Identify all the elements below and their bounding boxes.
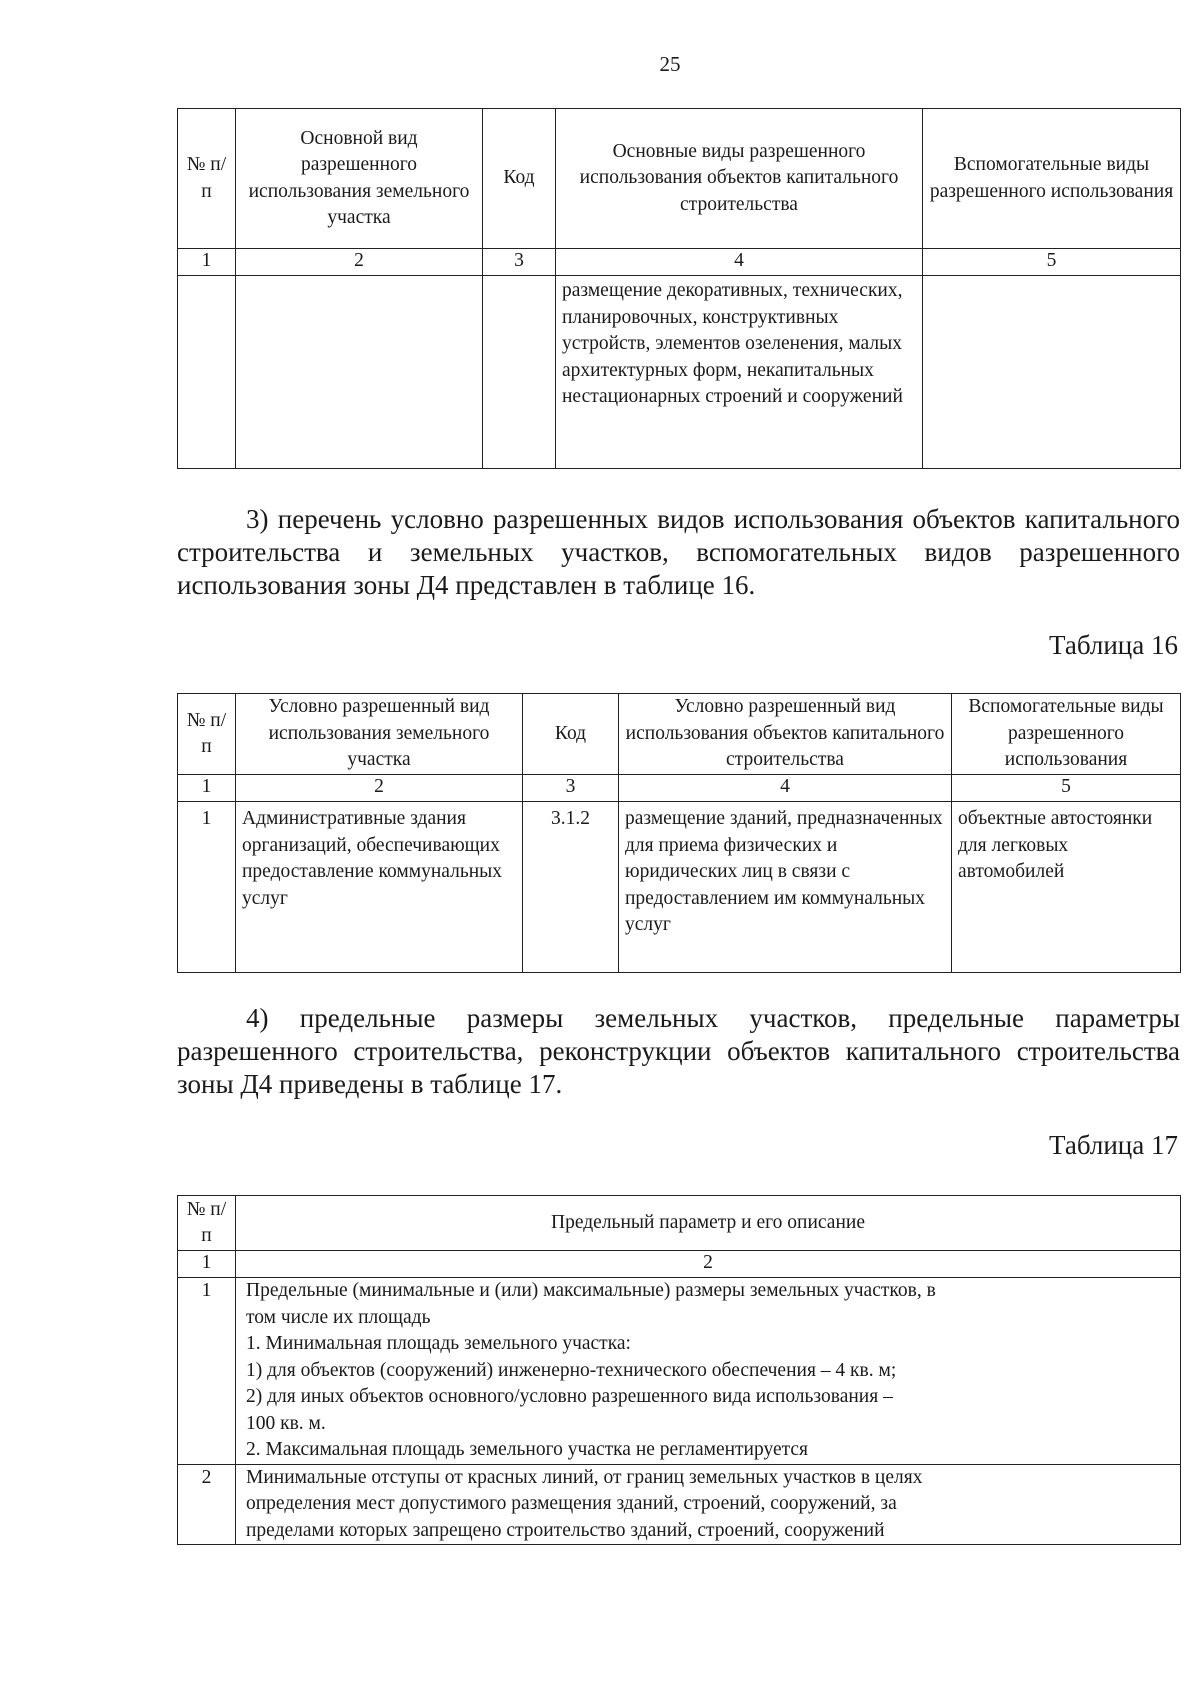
- cell-description: размещение декоративных, технических, планировочных, конструктивных устройств, элементов озеленения, малых архитектурных форм, некапитальных нестационарных строений и сооружений: [556, 276, 923, 469]
- cell-num: 1: [178, 1278, 236, 1465]
- header-num: № п/п: [178, 109, 236, 249]
- header-parameter: Предельный параметр и его описание: [236, 1196, 1181, 1251]
- header-conditional-construction-use: Условно разрешенный вид использования объектов капитального строительства: [619, 694, 952, 775]
- header-code: Код: [483, 109, 556, 249]
- cell-code: [483, 276, 556, 469]
- paragraph-3: [177, 503, 1180, 602]
- header-conditional-land-use: Условно разрешенный вид использования земельного участка: [236, 694, 523, 775]
- cell-code: 3.1.2: [523, 802, 619, 973]
- table-row: [178, 276, 1181, 469]
- parameter-line: 2. Максимальная площадь земельного участка не регламентируется: [246, 1439, 809, 1460]
- table-row: [178, 802, 1181, 973]
- parameter-line: пределами которых запрещено строительство зданий, строений, сооружений: [246, 1519, 885, 1541]
- cell-num: 1: [178, 802, 236, 973]
- parameter-line: определения мест допустимого размещения зданий, строений, сооружений, за: [246, 1493, 897, 1514]
- column-number: 1: [178, 249, 236, 276]
- table-16: [177, 693, 1181, 973]
- table-row: [178, 1464, 1181, 1545]
- column-number: 1: [178, 775, 236, 802]
- column-number: 5: [923, 249, 1181, 276]
- column-number: 3: [483, 249, 556, 276]
- cell-description: размещение зданий, предназначенных для приема физических и юридических лиц в связи с предоставлением им коммунальных услуг: [619, 802, 952, 973]
- header-auxiliary-use: Вспомогательные виды разрешенного использования: [923, 109, 1181, 249]
- cell-type: Административные здания организаций, обеспечивающих предоставление коммунальных услуг: [236, 802, 523, 973]
- parameter-line: 1) для объектов (сооружений) инженерно-технического обеспечения – 4 кв. м;: [246, 1359, 897, 1381]
- column-number: 2: [236, 775, 523, 802]
- paragraph-3-text: 3) перечень условно разрешенных видов использования объектов капитального строительства и земельных участков, вспомогательных видов разрешенного использования зоны Д4 представлен в таблице 16.: [177, 504, 1180, 600]
- parameter-line: Минимальные отступы от красных линий, от границ земельных участков в целях: [246, 1466, 923, 1488]
- header-code: Код: [523, 694, 619, 775]
- table-row: [178, 1278, 1181, 1465]
- parameter-line: Предельные (минимальные и (или) максимальные) размеры земельных участков, в: [246, 1280, 936, 1301]
- table-17-caption: Таблица 17: [1049, 1130, 1178, 1160]
- cell-auxiliary: объектные автостоянки для легковых автомобилей: [952, 802, 1181, 973]
- header-auxiliary-use: Вспомогательные виды разрешенного использования: [952, 694, 1181, 775]
- cell-num: [178, 276, 236, 469]
- parameter-line: 2) для иных объектов основного/условно разрешенного вида использования –: [246, 1386, 893, 1407]
- cell-num: 2: [178, 1464, 236, 1545]
- page-number: 25: [659, 52, 681, 76]
- paragraph-4-text: 4) предельные размеры земельных участков, предельные параметры разрешенного строительства, реконструкции объектов капитального строительства зоны Д4 приведены в таблице 17.: [177, 1003, 1180, 1099]
- cell-parameter: [236, 1278, 1181, 1465]
- header-num: № п/п: [178, 694, 236, 775]
- parameter-line: том числе их площадь: [246, 1306, 431, 1328]
- paragraph-4: [177, 1002, 1180, 1101]
- column-number: 3: [523, 775, 619, 802]
- header-main-construction-use: Основные виды разрешенного использования объектов капитального строительства: [556, 109, 923, 249]
- cell-auxiliary: [923, 276, 1181, 469]
- column-number: 4: [619, 775, 952, 802]
- column-number: 2: [236, 249, 483, 276]
- header-num: № п/п: [178, 1196, 236, 1251]
- column-number: 2: [236, 1251, 1181, 1278]
- column-number: 1: [178, 1251, 236, 1278]
- table-16-caption: Таблица 16: [1049, 630, 1178, 660]
- cell-parameter: [236, 1464, 1181, 1545]
- column-number: 4: [556, 249, 923, 276]
- cell-type: [236, 276, 483, 469]
- header-main-land-use: Основной вид разрешенного использования земельного участка: [236, 109, 483, 249]
- parameter-line: 1. Минимальная площадь земельного участка:: [246, 1333, 631, 1354]
- table-continuation: [177, 108, 1181, 469]
- table-17: [177, 1195, 1181, 1545]
- parameter-line: 100 кв. м.: [246, 1412, 326, 1434]
- column-number: 5: [952, 775, 1181, 802]
